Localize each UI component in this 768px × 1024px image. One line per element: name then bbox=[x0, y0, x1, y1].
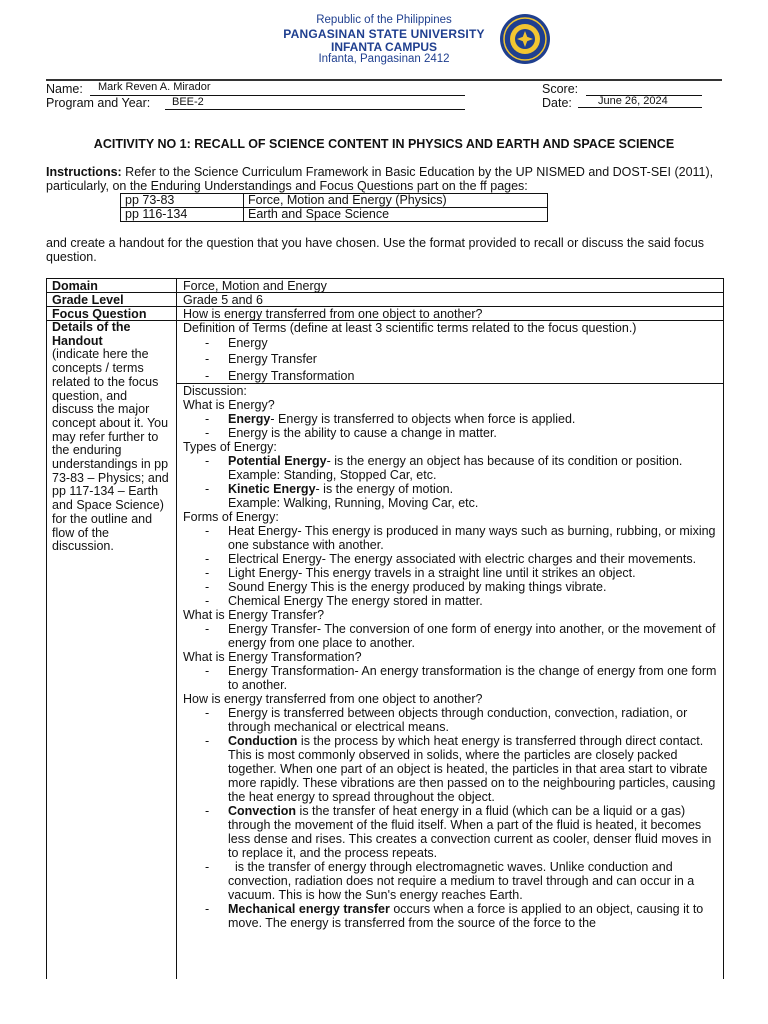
letterhead bbox=[0, 12, 768, 68]
list-item: - Energy Transformation bbox=[205, 369, 355, 383]
activity-title: ACITIVITY NO 1: RECALL OF SCIENCE CONTENT IN PHYSICS AND EARTH AND SPACE SCIENCE bbox=[93, 137, 675, 151]
list-item-text: Electrical Energy- The energy associated with electric charges and their movements. bbox=[228, 552, 697, 566]
example-text: Example: Walking, Running, Moving Car, etc. bbox=[228, 496, 479, 510]
list-item: - Conduction is the process by which heat energy is transferred through direct contact. This is most commonly observed in solids, where the particles are closely packed together. When one part of an object is heated, the particles in that area start to vibrate more rapidly. These vibrations are then passed on to the neighbouring particles, causing the heat energy to spread throughout the object. bbox=[205, 734, 716, 804]
details-column bbox=[52, 321, 172, 554]
pages-cell: pp 73-83 bbox=[121, 194, 244, 208]
score-label: Score: bbox=[542, 82, 579, 96]
campus-address: Infanta, Pangasinan 2412 bbox=[318, 53, 450, 65]
instructions-label: Instructions: bbox=[46, 165, 122, 179]
list-item: - Energy- Energy is transferred to objects when force is applied. bbox=[205, 412, 576, 426]
grade-label: Grade Level bbox=[52, 293, 124, 307]
list-item: - Energy is the ability to cause a change in matter. bbox=[205, 426, 497, 440]
list-item-text: Energy is the ability to cause a change in matter. bbox=[228, 426, 497, 440]
list-item: - Kinetic Energy- is the energy of motion. bbox=[205, 482, 454, 496]
focus-question-value: How is energy transferred from one object to another? bbox=[183, 307, 483, 321]
example-text: Example: Standing, Stopped Car, etc. bbox=[228, 468, 437, 482]
table-row bbox=[121, 194, 548, 208]
question-heading: What is Energy Transfer? bbox=[183, 608, 325, 622]
program-field[interactable] bbox=[165, 96, 465, 110]
list-item: - Light Energy- This energy travels in a straight line until it strikes an object. bbox=[205, 566, 636, 580]
list-item-text: is the transfer of heat energy in a fluid (which can be a liquid or a gas) through the movement of the fluid itself. When a part of the fluid is heated, it becomes less dense and rises. This creates a convection current as cooler, denser fluid moves in to replace it, and the process repeats. bbox=[228, 804, 712, 860]
university-name: PANGASINAN STATE UNIVERSITY bbox=[283, 27, 485, 41]
question-heading: What is Energy Transformation? bbox=[183, 650, 362, 664]
list-item-text: Energy is transferred between objects through conduction, convection, radiation, or through mechanical or electrical means. bbox=[228, 706, 688, 734]
term-bold: Convection bbox=[228, 804, 297, 818]
term-text: Energy bbox=[228, 336, 268, 350]
university-seal-logo bbox=[499, 13, 551, 65]
list-item-text: Energy Transformation- An energy transformation is the change of energy from one form to another. bbox=[228, 664, 717, 692]
list-item-text: is the transfer of energy through electromagnetic waves. Unlike conduction and convection, radiation does not require a medium to travel through and can occur in a vacuum. This is how the Sun's energy reaches Earth. bbox=[228, 860, 698, 902]
details-note: (indicate here the concepts / terms related to the focus question, and discuss the major concept about it. You may refer further to the enduring understandings in pp 73-83 – Physics; and pp 117-134 – Earth and Space Science) for the outline and flow of the discussion. bbox=[52, 347, 169, 554]
row-divider bbox=[47, 292, 723, 293]
definitions-section bbox=[183, 321, 718, 385]
name-value: Mark Reven A. Mirador bbox=[98, 81, 211, 93]
list-item: - Electrical Energy- The energy associated with electric charges and their movements. bbox=[205, 552, 697, 566]
types-heading: Types of Energy: bbox=[183, 440, 277, 454]
focus-question-label: Focus Question bbox=[52, 307, 147, 321]
list-item: - Energy Transfer- The conversion of one form of energy into another, or the movement of energy from one place to another. bbox=[205, 622, 716, 650]
name-label: Name: bbox=[46, 82, 83, 96]
list-item-text: is the process by which heat energy is transferred through direct contact. This is most commonly observed in solids, where the particles are closely packed together. When one part of an object is heated, the particles in that area start to vibrate more rapidly. These vibrations are then passed on to the neighbouring particles, causing the heat energy to spread throughout the object. bbox=[228, 734, 716, 804]
discussion-heading: Discussion: bbox=[183, 384, 247, 398]
handout-table bbox=[46, 278, 724, 979]
domain-value: Force, Motion and Energy bbox=[183, 279, 327, 293]
program-value: BEE-2 bbox=[172, 96, 204, 108]
topic-cell: Earth and Space Science bbox=[244, 208, 548, 222]
term-bold: Energy bbox=[228, 412, 271, 426]
list-item: - Mechanical energy transfer occurs when a force is applied to an object, causing it to move. The energy is transferred from the source of the force to the bbox=[205, 902, 704, 930]
list-item: - Energy Transfer bbox=[205, 352, 317, 366]
table-row bbox=[121, 208, 548, 222]
list-item: - is the transfer of energy through electromagnetic waves. Unlike conduction and convection, radiation does not require a medium to travel through and can occur in a vacuum. This is how the Sun's energy reaches Earth. bbox=[205, 860, 698, 902]
list-item-text: Energy Transfer- The conversion of one form of energy into another, or the movement of energy from one place to another. bbox=[228, 622, 716, 650]
discussion-section bbox=[183, 384, 718, 930]
definition-heading: Definition of Terms (define at least 3 scientific terms related to the focus question.) bbox=[183, 321, 637, 335]
instructions-continued: and create a handout for the question that you have chosen. Use the format provided to recall or discuss the said focus question. bbox=[46, 236, 705, 264]
instructions-text: Refer to the Science Curriculum Framework in Basic Education by the UP NISMED and DOST-SEI (2011), particularly, on the Enduring Understandings and Focus Questions part on the ff pages: bbox=[46, 165, 714, 193]
list-item-text: - is the energy of motion. bbox=[315, 482, 454, 496]
list-item: - Chemical Energy The energy stored in matter. bbox=[205, 594, 483, 608]
pages-table bbox=[120, 193, 548, 222]
campus-name: INFANTA CAMPUS bbox=[331, 40, 437, 54]
list-item-text: occurs when a force is applied to an object, causing it to move. The energy is transferred from the source of the force to the bbox=[228, 902, 704, 930]
pages-cell: pp 116-134 bbox=[121, 208, 244, 222]
program-label: Program and Year: bbox=[46, 96, 151, 110]
question-heading: How is energy transferred from one object to another? bbox=[183, 692, 483, 706]
list-item-text: Heat Energy- This energy is produced in many ways such as burning, rubbing, or mixing one substance with another. bbox=[228, 524, 716, 552]
topic-cell: Force, Motion and Energy (Physics) bbox=[244, 194, 548, 208]
grade-value: Grade 5 and 6 bbox=[183, 293, 263, 307]
list-item-text: - Energy is transferred to objects when force is applied. bbox=[270, 412, 576, 426]
details-label: Details of the Handout bbox=[52, 320, 131, 348]
list-item: - Heat Energy- This energy is produced in many ways such as burning, rubbing, or mixing one substance with another. bbox=[205, 524, 716, 552]
list-item: - Energy Transformation- An energy transformation is the change of energy from one form to another. bbox=[205, 664, 717, 692]
list-item: - Energy is transferred between objects through conduction, convection, radiation, or through mechanical or electrical means. bbox=[205, 706, 688, 734]
list-item-text: - is the energy an object has because of its condition or position. bbox=[326, 454, 683, 468]
column-divider bbox=[176, 279, 177, 979]
list-item: - Potential Energy- is the energy an object has because of its condition or position. bbox=[205, 454, 683, 468]
list-item: - Energy bbox=[205, 336, 268, 350]
list-item: - Sound Energy This is the energy produced by making things vibrate. bbox=[205, 580, 607, 594]
term-bold: Mechanical energy transfer bbox=[228, 902, 390, 916]
list-item-text: Light Energy- This energy travels in a straight line until it strikes an object. bbox=[228, 566, 636, 580]
instructions bbox=[46, 165, 722, 193]
republic-line: Republic of the Philippines bbox=[316, 14, 452, 26]
term-bold: Kinetic Energy bbox=[228, 482, 316, 496]
forms-heading: Forms of Energy: bbox=[183, 510, 279, 524]
term-bold: Conduction bbox=[228, 734, 298, 748]
list-item-text: Chemical Energy The energy stored in matter. bbox=[228, 594, 483, 608]
date-label: Date: bbox=[542, 96, 572, 110]
date-value: June 26, 2024 bbox=[598, 95, 668, 107]
term-bold: Potential Energy bbox=[228, 454, 327, 468]
list-item: - Convection is the transfer of heat energy in a fluid (which can be a liquid or a gas) through the movement of the fluid itself. When a part of the fluid is heated, it becomes less dense and rises. This creates a convection current as cooler, denser fluid moves in to replace it, and the process repeats. bbox=[205, 804, 712, 860]
term-text: Energy Transfer bbox=[228, 352, 317, 366]
question-heading: What is Energy? bbox=[183, 398, 275, 412]
term-text: Energy Transformation bbox=[228, 369, 355, 383]
domain-label: Domain bbox=[52, 279, 98, 293]
list-item-text: Sound Energy This is the energy produced by making things vibrate. bbox=[228, 580, 607, 594]
